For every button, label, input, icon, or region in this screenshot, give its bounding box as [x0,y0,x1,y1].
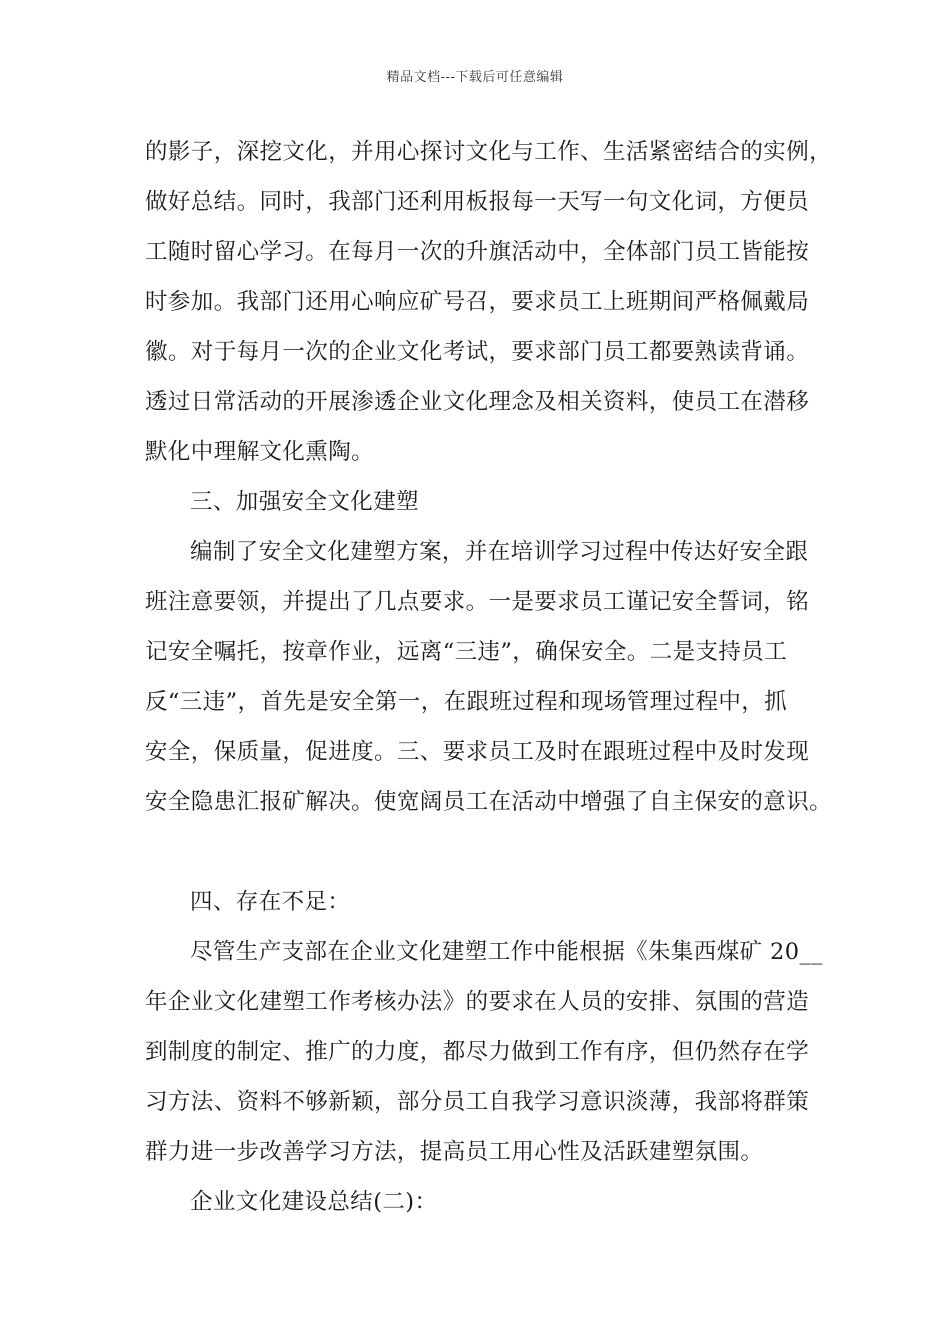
body-line: 安全隐患汇报矿解决。使宽阔员工在活动中增强了自主保安的意识。 [145,789,833,815]
section-heading: 四、存在不足： [190,889,351,915]
body-line: 编制了安全文化建塑方案，并在培训学习过程中传达好安全跟 [190,539,809,565]
body-line: 到制度的制定、推广的力度，都尽力做到工作有序，但仍然存在学 [145,1039,810,1065]
body-line: 年企业文化建塑工作考核办法》的要求在人员的安排、氛围的营造 [145,989,810,1015]
body-line: 班注意要领，并提出了几点要求。一是要求员工谨记安全誓词，铭 [145,589,810,615]
body-line: 徽。对于每月一次的企业文化考试，要求部门员工都要熟读背诵。 [145,339,810,365]
body-line: 时参加。我部门还用心响应矿号召，要求员工上班期间严格佩戴局 [145,289,810,315]
body-line: 的影子，深挖文化，并用心探讨文化与工作、生活紧密结合的实例， [145,139,833,165]
body-line: 习方法、资料不够新颖，部分员工自我学习意识淡薄，我部将群策 [145,1089,810,1115]
page-header: 精品文档---下载后可任意编辑 [386,70,564,85]
section-heading: 三、加强安全文化建塑 [190,489,420,515]
body-line: 安全，保质量，促进度。三、要求员工及时在跟班过程中及时发现 [145,739,810,765]
section-heading: 企业文化建设总结(二)： [190,1189,438,1215]
body-line: 记安全嘱托，按章作业，远离“三违”，确保安全。二是支持员工 [145,639,788,665]
body-line: 尽管生产支部在企业文化建塑工作中能根据《朱集西煤矿 20__ [190,939,823,965]
body-line: 工随时留心学习。在每月一次的升旗活动中，全体部门员工皆能按 [145,239,810,265]
body-line: 反“三违”，首先是安全第一，在跟班过程和现场管理过程中，抓 [145,689,788,715]
body-line: 透过日常活动的开展渗透企业文化理念及相关资料，使员工在潜移 [145,389,810,415]
body-line: 默化中理解文化熏陶。 [145,439,375,465]
body-line: 做好总结。同时，我部门还利用板报每一天写一句文化词，方便员 [145,189,810,215]
body-line: 群力进一步改善学习方法，提高员工用心性及活跃建塑氛围。 [145,1139,764,1165]
